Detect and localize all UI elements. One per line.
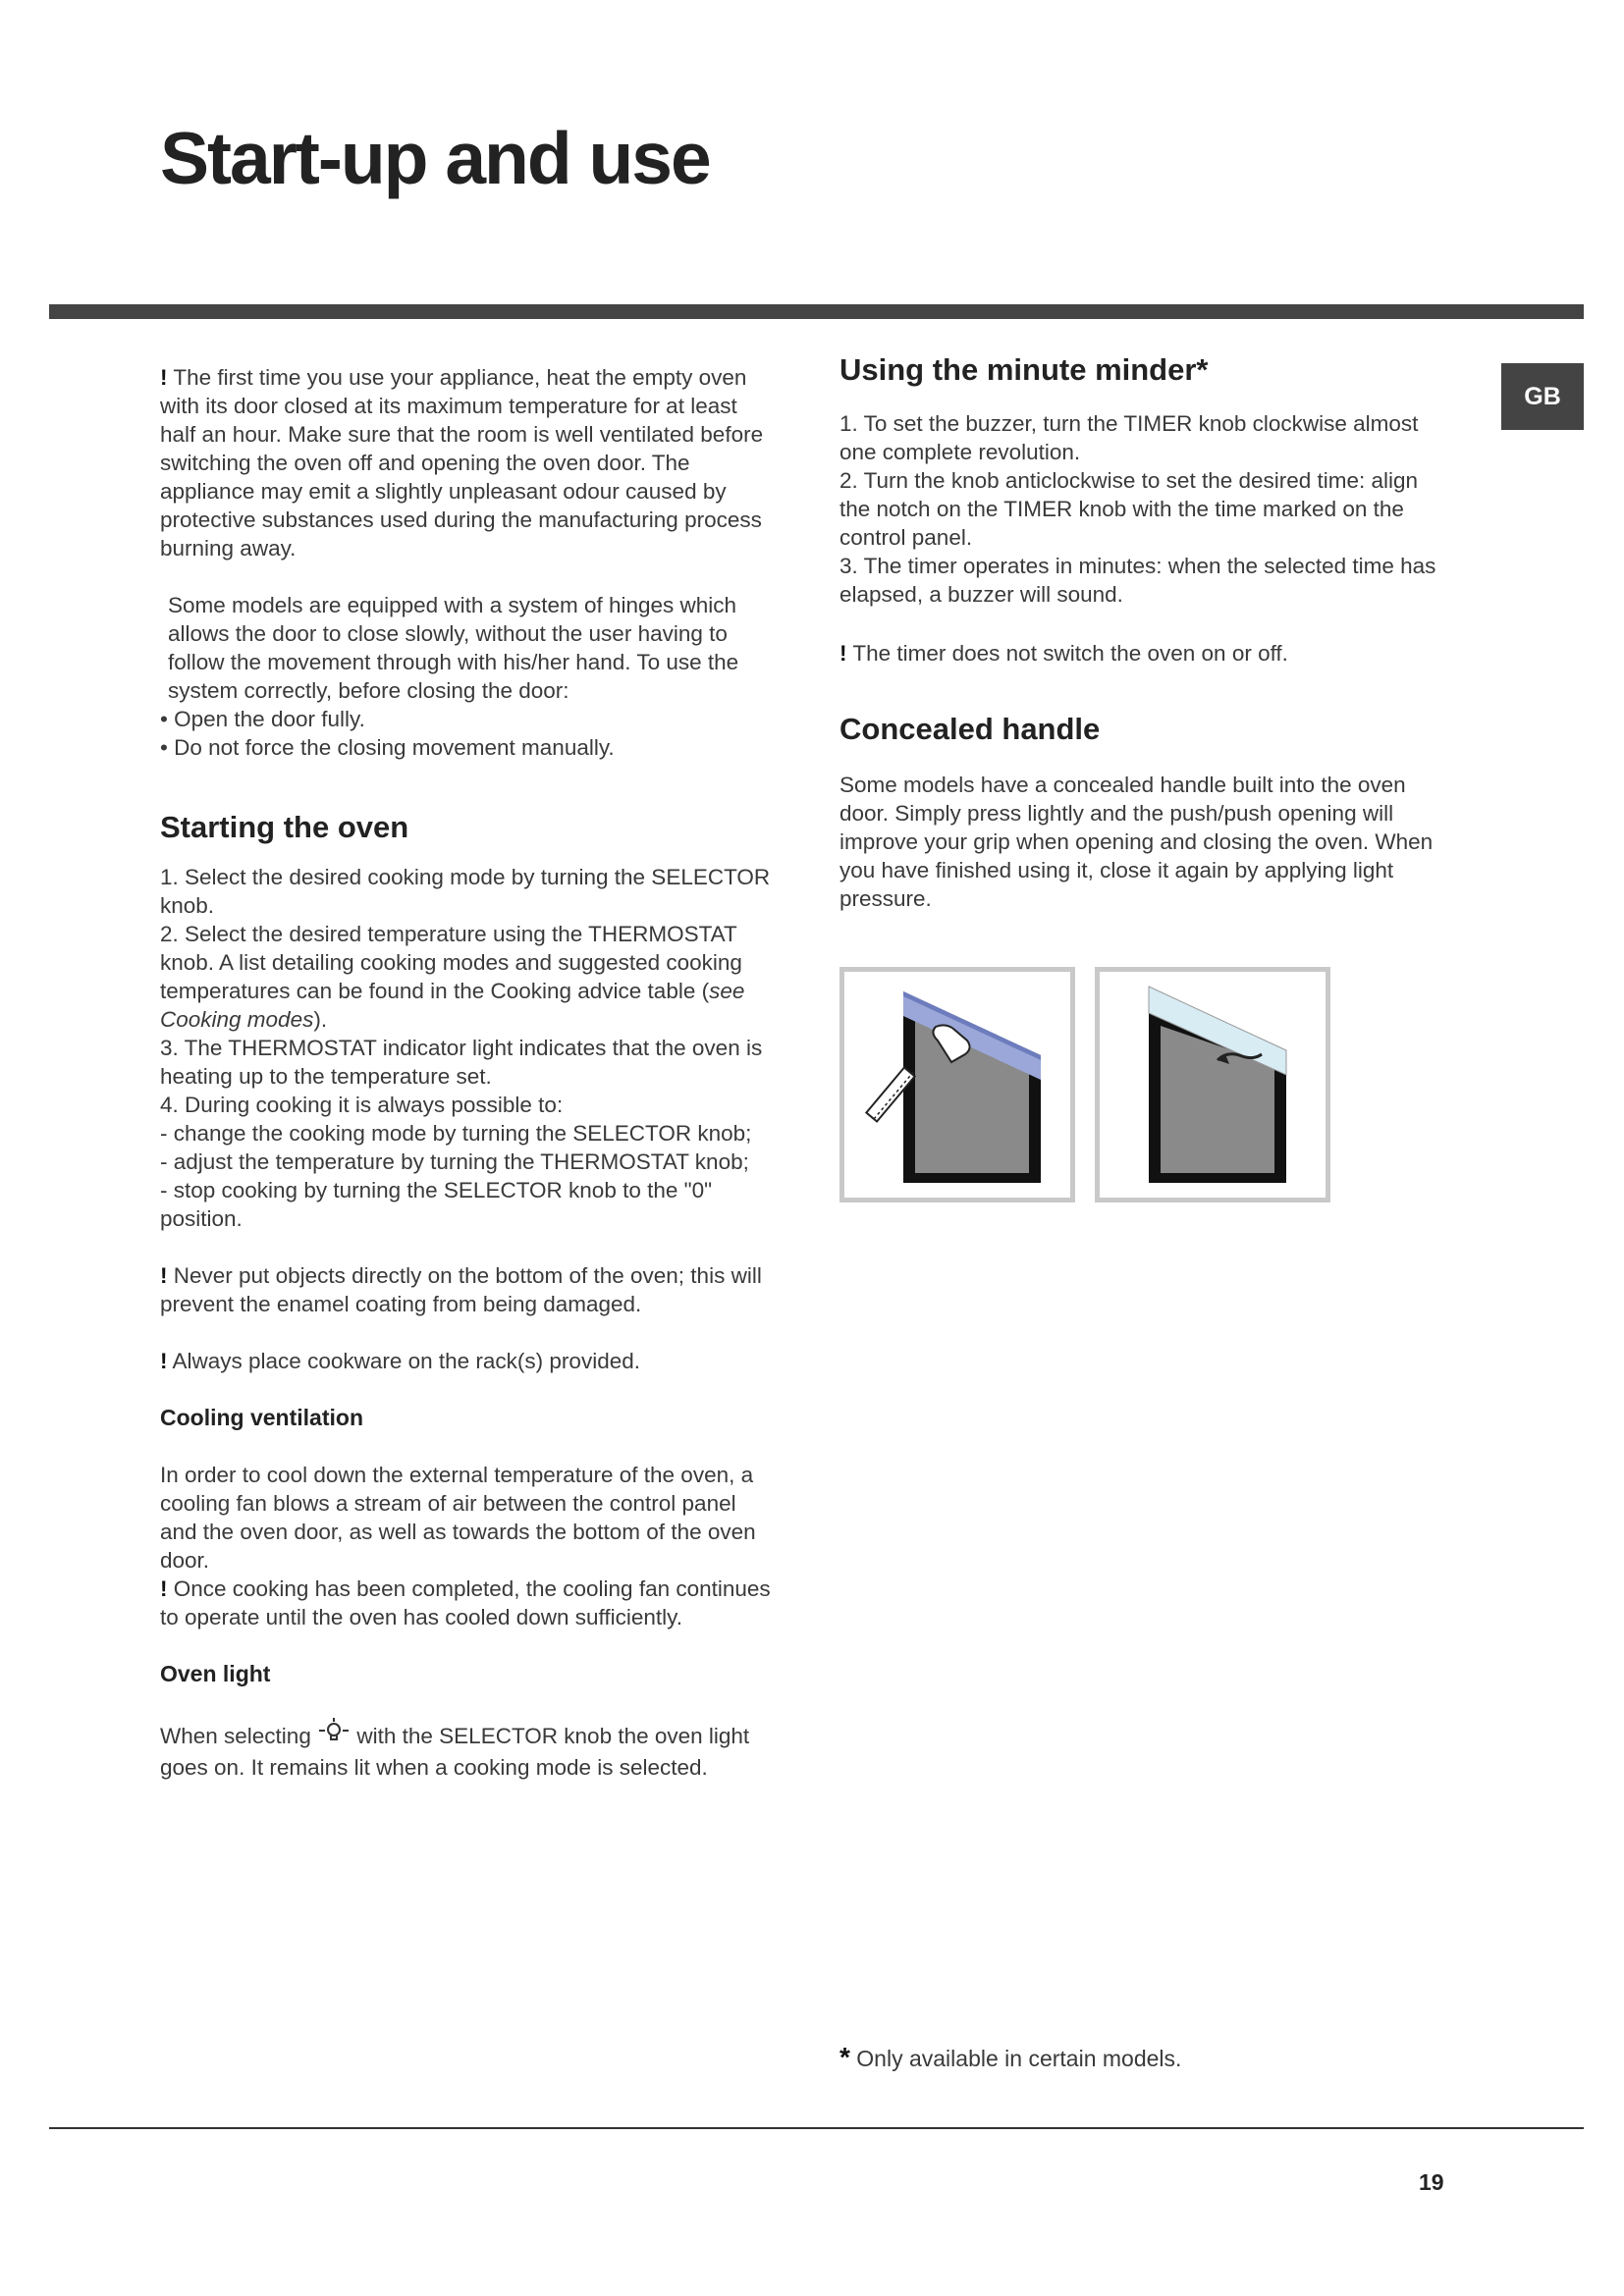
- page-title: Start-up and use: [160, 117, 710, 199]
- language-tab: GB: [1501, 363, 1584, 430]
- list-item: - change the cooking mode by turning the SELECTOR knob;: [160, 1121, 752, 1146]
- minder-step-1: 1. To set the buzzer, turn the TIMER knob clockwise almost one complete revolution.: [839, 411, 1419, 464]
- minder-step-2: 2. Turn the knob anticlockwise to set the desired time: align the notch on the TIMER knob with the time marked on the control panel.: [839, 468, 1419, 550]
- concealed-handle-paragraph: Some models have a concealed handle built into the oven door. Simply press lightly and the push/push opening will improve your grip when opening and closing the oven. When you have finished using it, close it again by applying light pressure.: [839, 773, 1434, 911]
- hinges-paragraph: Some models are equipped with a system of hinges which allows the door to close slowly, without the user having to follow the movement through with his/her hand. To use the system correctly, before closing the door:: [168, 593, 739, 703]
- oven-door-press-image: [844, 972, 1070, 1198]
- right-column: [839, 352, 1443, 913]
- warning-bottom: ! Never put objects directly on the bottom of the oven; this will prevent the enamel coating from being damaged.: [160, 1263, 762, 1316]
- step-2: 2. Select the desired temperature using the THERMOSTAT knob. A list detailing cooking modes and suggested cooking temperatures can be found in the Cooking advice table (see Cooking modes).: [160, 922, 745, 1032]
- warning-mark: !: [160, 1576, 168, 1601]
- intro-paragraph: ! The first time you use your appliance, heat the empty oven with its door closed at its maximum temperature for at least half an hour. Make sure that the room is well ventilated before switching the oven off and opening the oven door. The appliance may emit a slightly unpleasant odour caused by protective substances used during the manufacturing process burning away.: [160, 365, 764, 561]
- cooling-heading: Cooling ventilation: [160, 1405, 363, 1430]
- step-3: 3. The THERMOSTAT indicator light indicates that the oven is heating up to the temperature set.: [160, 1036, 763, 1089]
- list-item: - adjust the temperature by turning the THERMOSTAT knob;: [160, 1149, 749, 1174]
- warning-mark: !: [160, 1349, 168, 1373]
- list-item: - stop cooking by turning the SELECTOR knob to the "0" position.: [160, 1178, 713, 1231]
- warning-cooling: ! Once cooking has been completed, the cooling fan continues to operate until the oven has cooled down sufficiently.: [160, 1576, 771, 1629]
- warning-rack: ! Always place cookware on the rack(s) provided.: [160, 1349, 640, 1373]
- minute-minder-heading: Using the minute minder*: [839, 352, 1209, 387]
- cooling-paragraph: In order to cool down the external temperature of the oven, a cooling fan blows a stream of air between the control panel and the oven door, as well as towards the bottom of the oven door.: [160, 1463, 756, 1573]
- handle-pushout-illustration: [1095, 967, 1330, 1202]
- header-rule: [49, 304, 1584, 319]
- left-column: [160, 363, 774, 1782]
- door-open-illustration: [839, 967, 1075, 1202]
- step-1: 1. Select the desired cooking mode by turning the SELECTOR knob.: [160, 865, 771, 918]
- oven-light-heading: Oven light: [160, 1661, 271, 1686]
- minder-step-3: 3. The timer operates in minutes: when the selected time has elapsed, a buzzer will sound.: [839, 554, 1436, 607]
- lightbulb-icon: [317, 1717, 351, 1753]
- step-4: 4. During cooking it is always possible to:: [160, 1093, 564, 1117]
- starting-oven-heading: Starting the oven: [160, 810, 409, 844]
- list-item: • Open the door fully.: [160, 707, 365, 731]
- page-number: 19: [1419, 2169, 1444, 2195]
- warning-timer: ! The timer does not switch the oven on or off.: [839, 641, 1288, 666]
- concealed-handle-heading: Concealed handle: [839, 712, 1101, 746]
- oven-door-handle-image: [1100, 972, 1326, 1198]
- footnote: * Only available in certain models.: [839, 2042, 1182, 2072]
- warning-mark: !: [160, 1263, 168, 1288]
- warning-mark: !: [839, 641, 847, 666]
- oven-light-paragraph: When selecting with the SELECTOR knob the oven light goes on. It remains lit when a cooking mode is selected.: [160, 1717, 774, 1782]
- list-item: • Do not force the closing movement manually.: [160, 735, 615, 760]
- footer-rule: [49, 2127, 1584, 2129]
- warning-mark: !: [160, 365, 168, 390]
